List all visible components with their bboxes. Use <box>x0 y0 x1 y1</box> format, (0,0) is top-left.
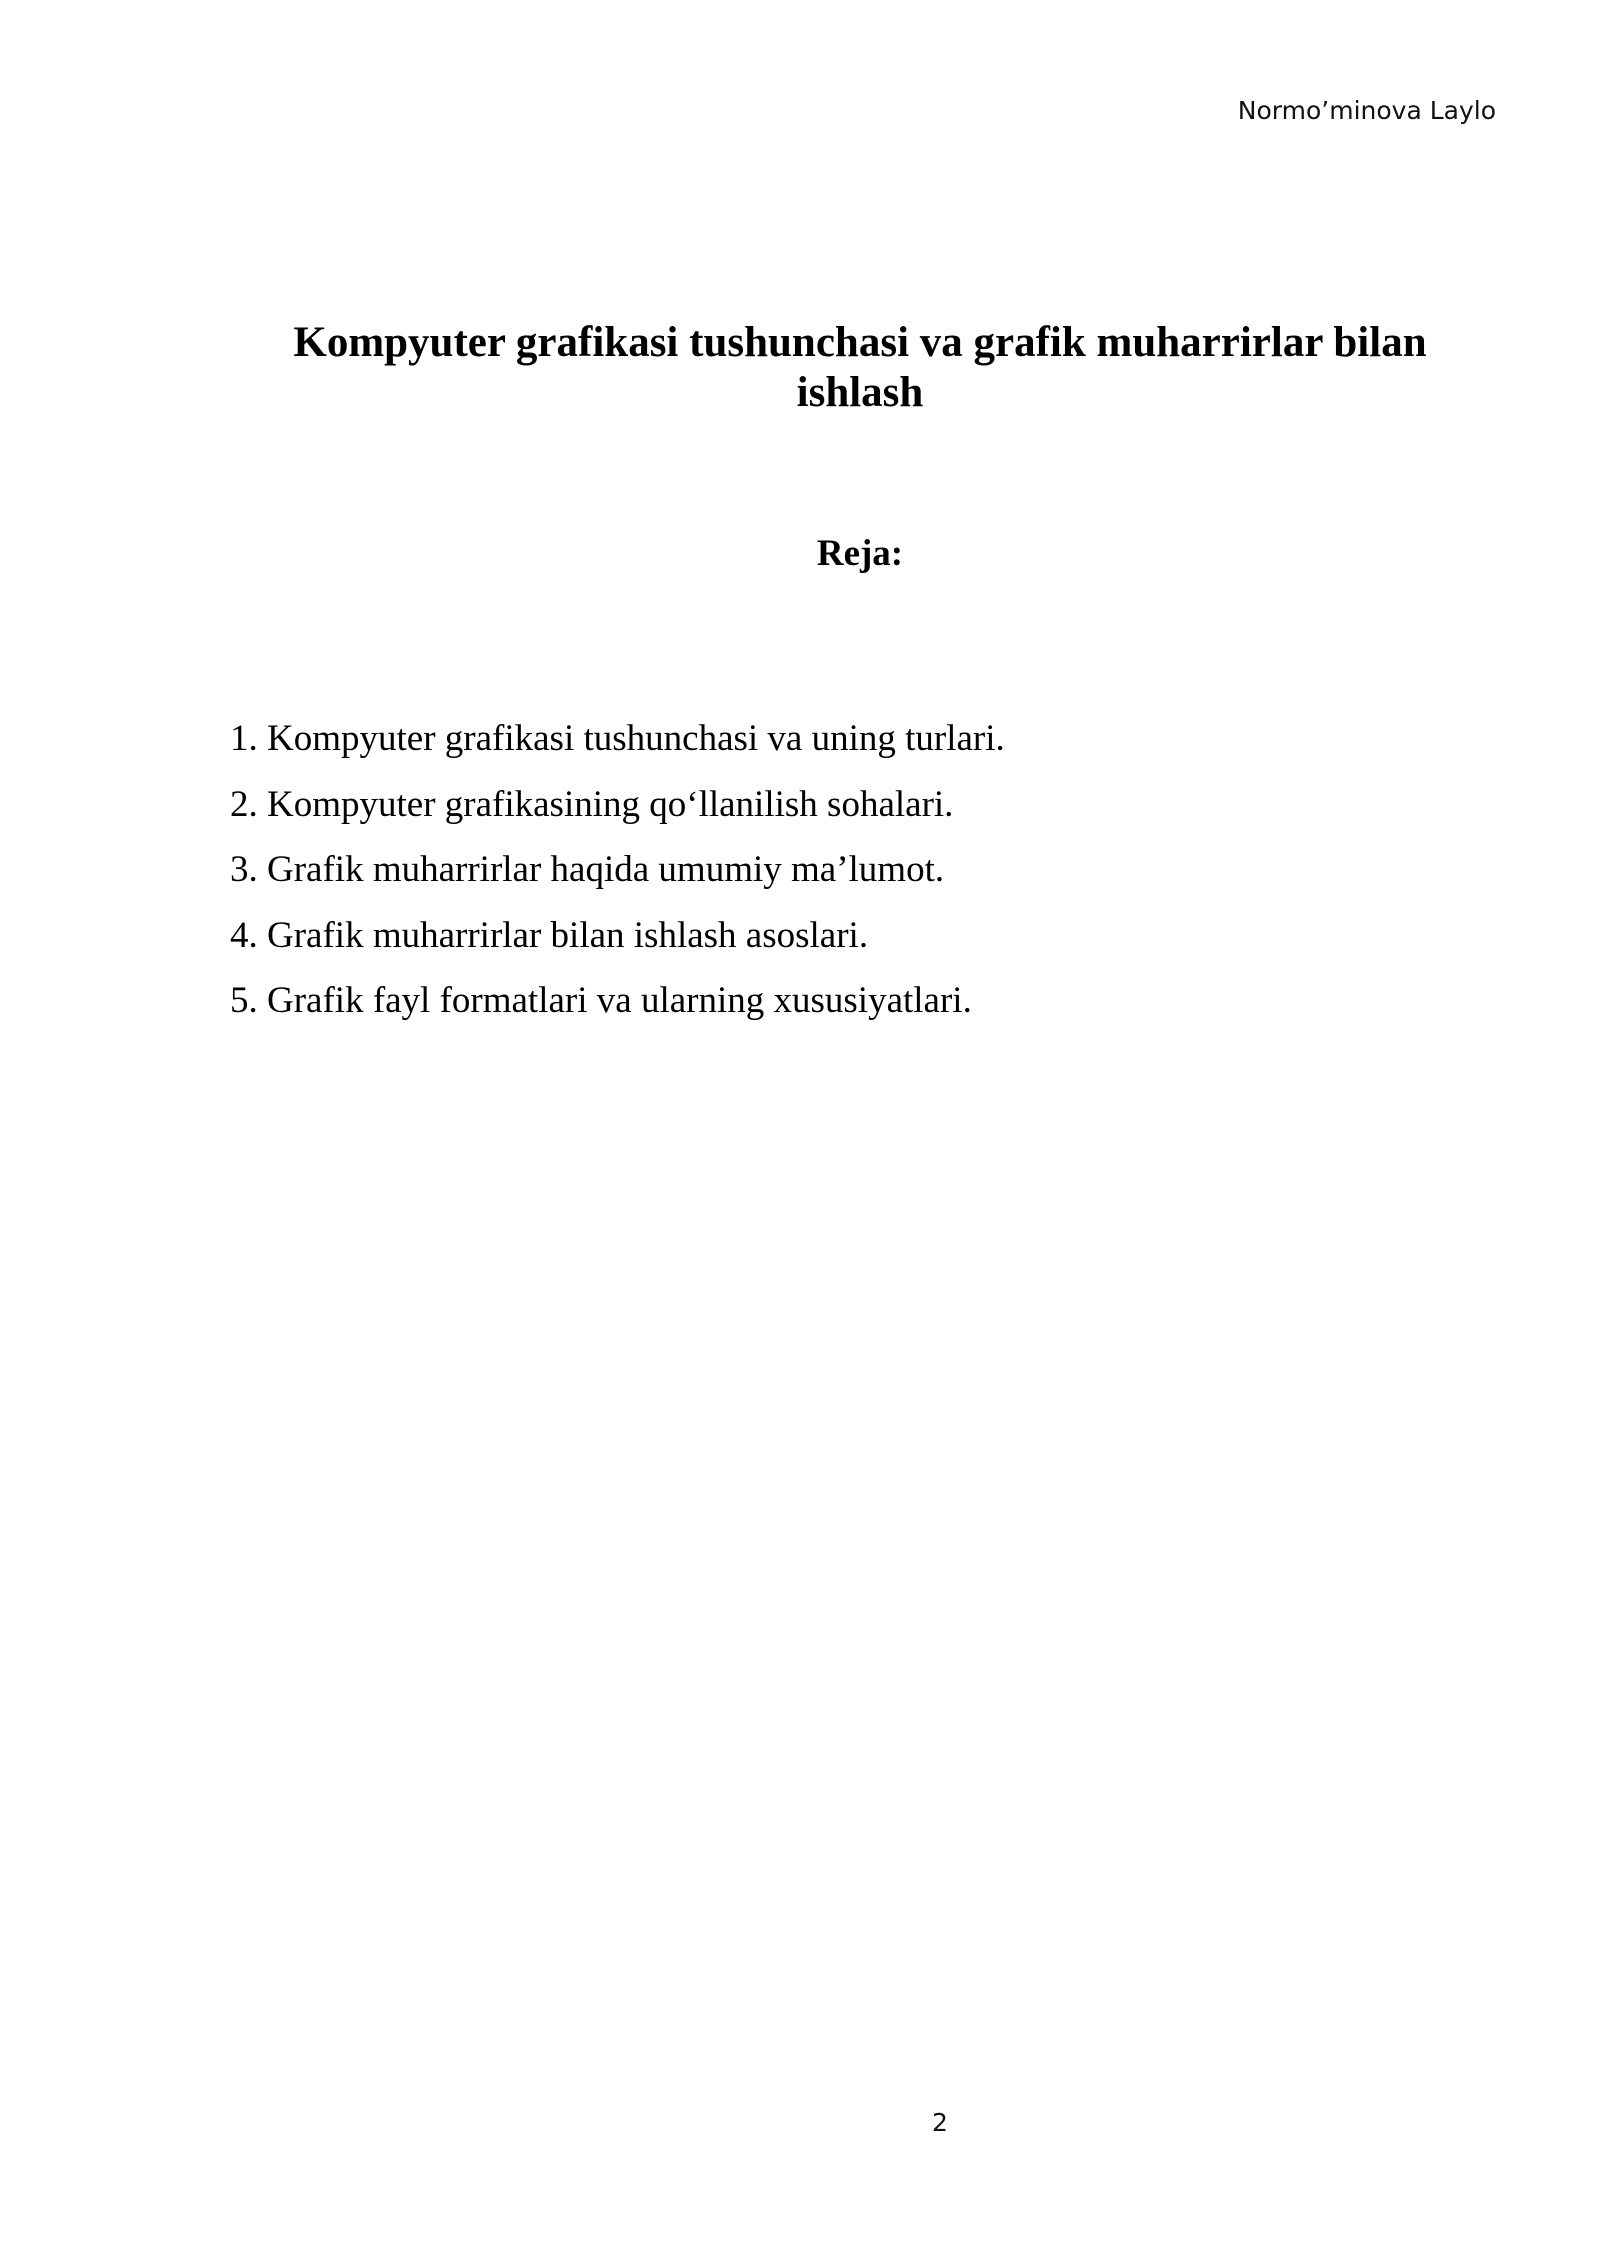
plan-item: 1. Kompyuter grafikasi tushunchasi va uning turlari. <box>230 718 1005 759</box>
plan-item: 2. Kompyuter grafikasining qo‘llanilish sohalari. <box>230 783 954 825</box>
plan-list <box>230 706 1005 1034</box>
document-title: Kompyuter grafikasi tushunchasi va grafik muharrirlar bilan ishlash <box>293 319 1427 416</box>
plan-item: 4. Grafik muharrirlar bilan ishlash asoslari. <box>230 914 869 956</box>
plan-item: 3. Grafik muharrirlar haqida umumiy ma’lumot. <box>230 849 945 890</box>
page-number: 2 <box>932 2108 948 2137</box>
plan-heading: Reja: <box>816 533 904 574</box>
header-author-name: Normo’minova Laylo <box>1237 96 1496 125</box>
plan-item: 5. Grafik fayl formatlari va ularning xususiyatlari. <box>230 980 972 1021</box>
